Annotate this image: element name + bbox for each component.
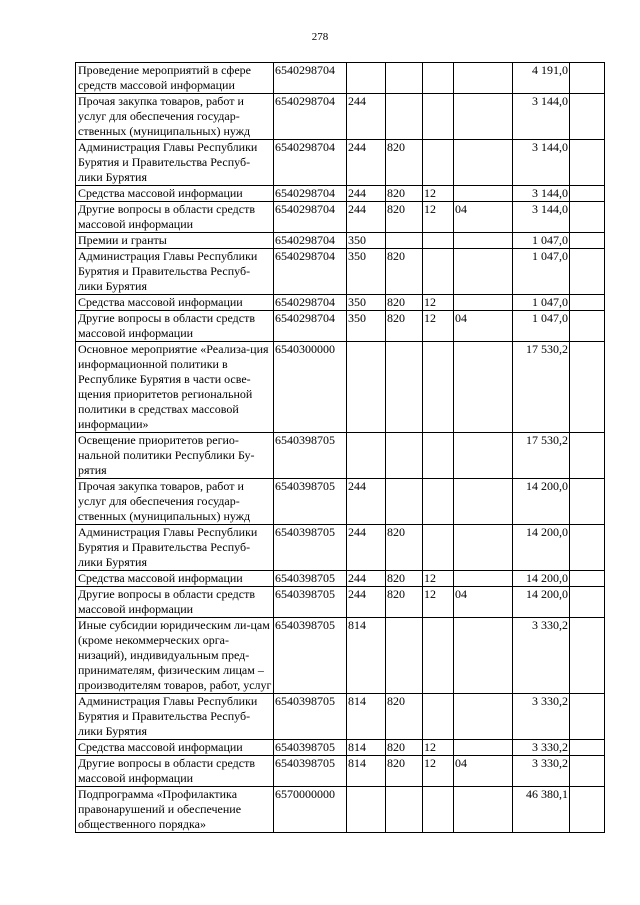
administrator-code-cell [386,94,423,140]
expense-name-cell: Другие вопросы в области средств массовой информации [76,311,274,342]
empty-cell [570,140,605,186]
expense-name-cell: Администрация Главы Республики Бурятия и Правительства Респуб-лики Бурятия [76,694,274,740]
expense-name-cell: Средства массовой информации [76,295,274,311]
administrator-code-cell: 820 [386,694,423,740]
subsection-code-cell [454,295,513,311]
expense-type-cell [347,63,386,94]
administrator-code-cell: 820 [386,202,423,233]
administrator-code-cell: 820 [386,311,423,342]
expense-type-cell: 350 [347,249,386,295]
expense-name-cell: Средства массовой информации [76,186,274,202]
administrator-code-cell [386,63,423,94]
table-row [76,94,605,140]
expense-type-cell: 244 [347,587,386,618]
subsection-code-cell [454,571,513,587]
subsection-code-cell [454,694,513,740]
subsection-code-cell [454,249,513,295]
subsection-code-cell: 04 [454,756,513,787]
subsection-code-cell: 04 [454,311,513,342]
section-code-cell: 12 [423,186,454,202]
amount-cell: 3 144,0 [513,202,570,233]
section-code-cell [423,433,454,479]
empty-cell [570,618,605,694]
target-article-cell: 6540398705 [274,694,347,740]
amount-cell: 14 200,0 [513,479,570,525]
amount-cell: 1 047,0 [513,295,570,311]
amount-cell: 1 047,0 [513,249,570,295]
amount-cell: 4 191,0 [513,63,570,94]
empty-cell [570,433,605,479]
administrator-code-cell [386,618,423,694]
table-row [76,787,605,833]
amount-cell: 3 144,0 [513,186,570,202]
expense-type-cell [347,342,386,433]
empty-cell [570,587,605,618]
amount-cell: 3 144,0 [513,140,570,186]
budget-table [75,62,605,833]
expense-type-cell [347,433,386,479]
administrator-code-cell: 820 [386,186,423,202]
section-code-cell: 12 [423,587,454,618]
target-article-cell: 6540398705 [274,587,347,618]
expense-type-cell: 814 [347,618,386,694]
empty-cell [570,186,605,202]
target-article-cell: 6570000000 [274,787,347,833]
budget-table-body [76,63,605,833]
administrator-code-cell [386,233,423,249]
subsection-code-cell [454,433,513,479]
subsection-code-cell [454,479,513,525]
empty-cell [570,694,605,740]
administrator-code-cell: 820 [386,249,423,295]
target-article-cell: 6540298704 [274,186,347,202]
administrator-code-cell: 820 [386,140,423,186]
table-row [76,694,605,740]
section-code-cell [423,479,454,525]
expense-name-cell: Средства массовой информации [76,571,274,587]
target-article-cell: 6540398705 [274,479,347,525]
expense-name-cell: Другие вопросы в области средств массовой информации [76,202,274,233]
section-code-cell: 12 [423,740,454,756]
section-code-cell [423,94,454,140]
table-row [76,233,605,249]
empty-cell [570,787,605,833]
table-row [76,202,605,233]
empty-cell [570,249,605,295]
section-code-cell: 12 [423,295,454,311]
expense-type-cell: 244 [347,94,386,140]
target-article-cell: 6540298704 [274,249,347,295]
section-code-cell [423,233,454,249]
empty-cell [570,479,605,525]
table-row [76,756,605,787]
target-article-cell: 6540398705 [274,525,347,571]
amount-cell: 14 200,0 [513,525,570,571]
expense-name-cell: Подпрограмма «Профилактика правонарушений и обеспечение общественного порядка» [76,787,274,833]
target-article-cell: 6540298704 [274,63,347,94]
empty-cell [570,311,605,342]
subsection-code-cell [454,94,513,140]
expense-name-cell: Проведение мероприятий в сфере средств массовой информации [76,63,274,94]
empty-cell [570,202,605,233]
section-code-cell [423,249,454,295]
empty-cell [570,94,605,140]
table-row [76,587,605,618]
amount-cell: 3 330,2 [513,694,570,740]
administrator-code-cell: 820 [386,525,423,571]
target-article-cell: 6540300000 [274,342,347,433]
administrator-code-cell: 820 [386,756,423,787]
target-article-cell: 6540298704 [274,295,347,311]
expense-type-cell: 350 [347,295,386,311]
table-row [76,571,605,587]
section-code-cell [423,140,454,186]
administrator-code-cell [386,433,423,479]
expense-name-cell: Премии и гранты [76,233,274,249]
section-code-cell: 12 [423,571,454,587]
table-row [76,740,605,756]
section-code-cell: 12 [423,756,454,787]
section-code-cell [423,694,454,740]
table-row [76,186,605,202]
administrator-code-cell: 820 [386,571,423,587]
expense-name-cell: Другие вопросы в области средств массовой информации [76,756,274,787]
target-article-cell: 6540398705 [274,571,347,587]
expense-type-cell [347,787,386,833]
expense-type-cell: 244 [347,202,386,233]
amount-cell: 3 330,2 [513,756,570,787]
administrator-code-cell [386,342,423,433]
expense-type-cell: 350 [347,233,386,249]
amount-cell: 3 330,2 [513,618,570,694]
subsection-code-cell [454,63,513,94]
administrator-code-cell: 820 [386,587,423,618]
section-code-cell [423,618,454,694]
section-code-cell: 12 [423,311,454,342]
target-article-cell: 6540298704 [274,202,347,233]
expense-type-cell: 814 [347,694,386,740]
expense-name-cell: Администрация Главы Республики Бурятия и Правительства Респуб-лики Бурятия [76,525,274,571]
expense-name-cell: Освещение приоритетов регио-нальной политики Республики Бу-рятия [76,433,274,479]
subsection-code-cell [454,233,513,249]
administrator-code-cell [386,479,423,525]
table-row [76,311,605,342]
expense-name-cell: Основное мероприятие «Реализа-ция информационной политики в Республике Бурятия в части осве-щения приоритетов региональной политики в средствах массовой информации» [76,342,274,433]
expense-name-cell: Другие вопросы в области средств массовой информации [76,587,274,618]
target-article-cell: 6540398705 [274,433,347,479]
amount-cell: 14 200,0 [513,587,570,618]
table-row [76,249,605,295]
amount-cell: 1 047,0 [513,233,570,249]
amount-cell: 14 200,0 [513,571,570,587]
target-article-cell: 6540298704 [274,140,347,186]
subsection-code-cell [454,618,513,694]
administrator-code-cell [386,787,423,833]
section-code-cell [423,787,454,833]
subsection-code-cell: 04 [454,587,513,618]
subsection-code-cell: 04 [454,202,513,233]
amount-cell: 46 380,1 [513,787,570,833]
table-row [76,433,605,479]
expense-name-cell: Прочая закупка товаров, работ и услуг для обеспечения государ-ственных (муниципальных) нужд [76,94,274,140]
section-code-cell: 12 [423,202,454,233]
page-number: 278 [311,31,329,43]
empty-cell [570,342,605,433]
amount-cell: 17 530,2 [513,342,570,433]
expense-type-cell: 814 [347,740,386,756]
subsection-code-cell [454,787,513,833]
expense-type-cell: 350 [347,311,386,342]
target-article-cell: 6540398705 [274,740,347,756]
section-code-cell [423,63,454,94]
table-row [76,618,605,694]
table-row [76,140,605,186]
table-row [76,479,605,525]
expense-type-cell: 244 [347,186,386,202]
target-article-cell: 6540298704 [274,94,347,140]
empty-cell [570,233,605,249]
amount-cell: 1 047,0 [513,311,570,342]
table-row [76,342,605,433]
administrator-code-cell: 820 [386,740,423,756]
subsection-code-cell [454,740,513,756]
subsection-code-cell [454,140,513,186]
empty-cell [570,295,605,311]
expense-name-cell: Средства массовой информации [76,740,274,756]
amount-cell: 3 330,2 [513,740,570,756]
target-article-cell: 6540398705 [274,756,347,787]
expense-type-cell: 244 [347,571,386,587]
expense-type-cell: 244 [347,525,386,571]
expense-type-cell: 814 [347,756,386,787]
table-row [76,295,605,311]
section-code-cell [423,342,454,433]
empty-cell [570,756,605,787]
empty-cell [570,63,605,94]
expense-name-cell: Прочая закупка товаров, работ и услуг для обеспечения государ-ственных (муниципальных) нужд [76,479,274,525]
expense-name-cell: Администрация Главы Республики Бурятия и Правительства Респуб-лики Бурятия [76,140,274,186]
target-article-cell: 6540298704 [274,233,347,249]
subsection-code-cell [454,525,513,571]
target-article-cell: 6540398705 [274,618,347,694]
subsection-code-cell [454,342,513,433]
empty-cell [570,571,605,587]
administrator-code-cell: 820 [386,295,423,311]
subsection-code-cell [454,186,513,202]
expense-type-cell: 244 [347,140,386,186]
expense-name-cell: Администрация Главы Республики Бурятия и Правительства Респуб-лики Бурятия [76,249,274,295]
target-article-cell: 6540298704 [274,311,347,342]
empty-cell [570,525,605,571]
expense-name-cell: Иные субсидии юридическим ли-цам (кроме некоммерческих орга-низаций), индивидуальным пред-принимателям, физическим лицам – производителям товаров, работ, услуг [76,618,274,694]
amount-cell: 17 530,2 [513,433,570,479]
empty-cell [570,740,605,756]
section-code-cell [423,525,454,571]
expense-type-cell: 244 [347,479,386,525]
amount-cell: 3 144,0 [513,94,570,140]
table-row [76,525,605,571]
table-row [76,63,605,94]
